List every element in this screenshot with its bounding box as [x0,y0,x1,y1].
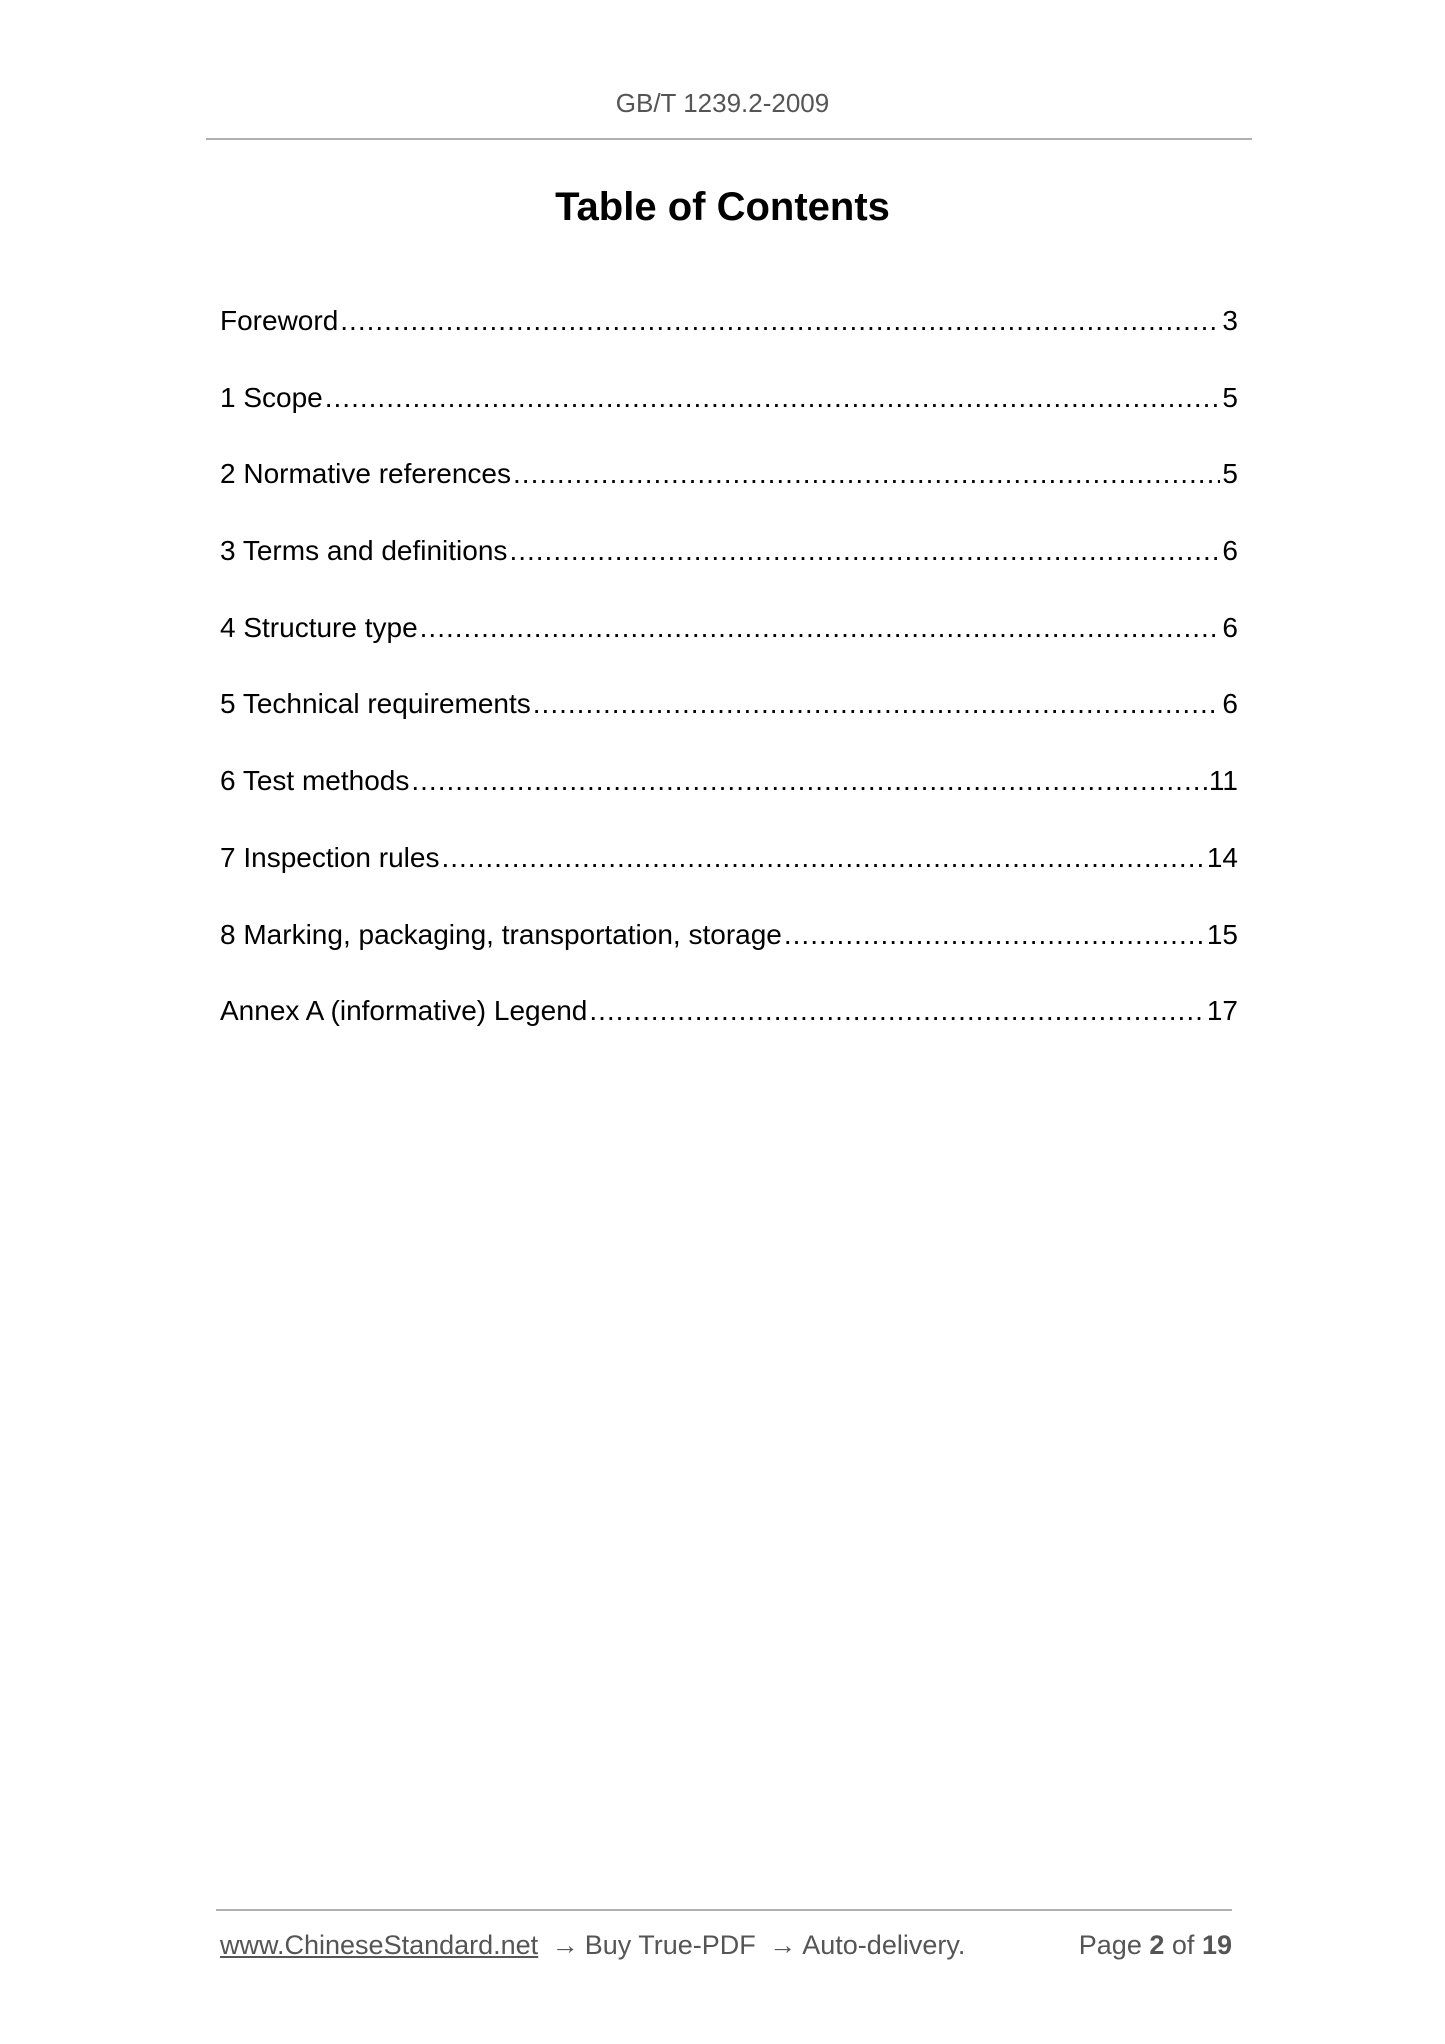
toc-entry-label: 3 Terms and definitions [220,535,508,567]
toc-entry-page: 6 [1222,688,1238,720]
toc-entry-label: 5 Technical requirements [220,688,531,720]
footer-promo [220,1930,965,1961]
toc-entry-page: 6 [1222,535,1238,567]
toc-entry-page: 3 [1222,305,1238,336]
toc-entry-label: 6 Test methods [220,765,410,797]
toc-entry-label: 7 Inspection rules [220,841,440,873]
right-arrow-icon: → [769,1930,797,1960]
toc-entry-page: 6 [1222,611,1238,643]
toc-entry-page: 11 [1208,765,1238,797]
toc-entry-annex-a[interactable] [220,993,1238,1070]
toc-dot-leader [411,763,1207,799]
toc-entry-label: 4 Structure type [220,611,418,643]
right-arrow-icon: → [551,1930,579,1960]
page-number [1079,1930,1232,1961]
toc-entry-page: 5 [1222,458,1238,490]
toc-entry-normative-references[interactable] [220,456,1238,533]
toc-entry-marking-packaging[interactable] [220,917,1238,994]
toc-entry-label: Annex A (informative) Legend [220,995,588,1027]
toc-entry-label: Foreword [220,305,339,336]
footer-step-delivery: Auto-delivery. [802,1930,966,1960]
toc-entry-label: 8 Marking, packaging, transportation, storage [220,918,782,950]
toc-title: Table of Contents [555,185,890,229]
toc-entry-label: 2 Normative references [220,458,512,490]
toc-entry-page: 17 [1206,995,1238,1027]
page-word: Page [1078,1930,1142,1960]
toc-dot-leader [325,380,1221,416]
toc-entry-foreword[interactable] [220,303,1238,380]
toc-dot-leader [784,917,1205,953]
toc-dot-leader [513,456,1220,492]
header-divider [206,138,1252,140]
page-of-word: of [1171,1930,1195,1960]
toc-dot-leader [441,840,1204,876]
toc-dot-leader [509,533,1220,569]
toc-entry-page: 15 [1206,918,1238,950]
page-footer [220,1930,1232,1970]
toc-entry-technical-requirements[interactable] [220,686,1238,763]
footer-divider [216,1909,1232,1911]
toc-entry-page: 14 [1206,841,1238,873]
toc-list [220,303,1238,1070]
footer-step-buy: Buy True-PDF [584,1930,756,1960]
toc-entry-label: 1 Scope [220,381,323,413]
toc-entry-inspection-rules[interactable] [220,840,1238,917]
toc-dot-leader [340,303,1220,339]
current-page: 2 [1149,1930,1165,1960]
total-pages: 19 [1201,1930,1232,1960]
toc-dot-leader [420,610,1221,646]
toc-dot-leader [589,993,1205,1029]
toc-entry-page: 5 [1222,381,1238,413]
website-link[interactable]: www.ChineseStandard.net [220,1930,539,1960]
toc-dot-leader [533,686,1221,722]
toc-entry-scope[interactable] [220,380,1238,457]
document-code-header: GB/T 1239.2-2009 [615,88,830,118]
toc-entry-terms-and-definitions[interactable] [220,533,1238,610]
toc-entry-test-methods[interactable] [220,763,1238,840]
toc-entry-structure-type[interactable] [220,610,1238,687]
